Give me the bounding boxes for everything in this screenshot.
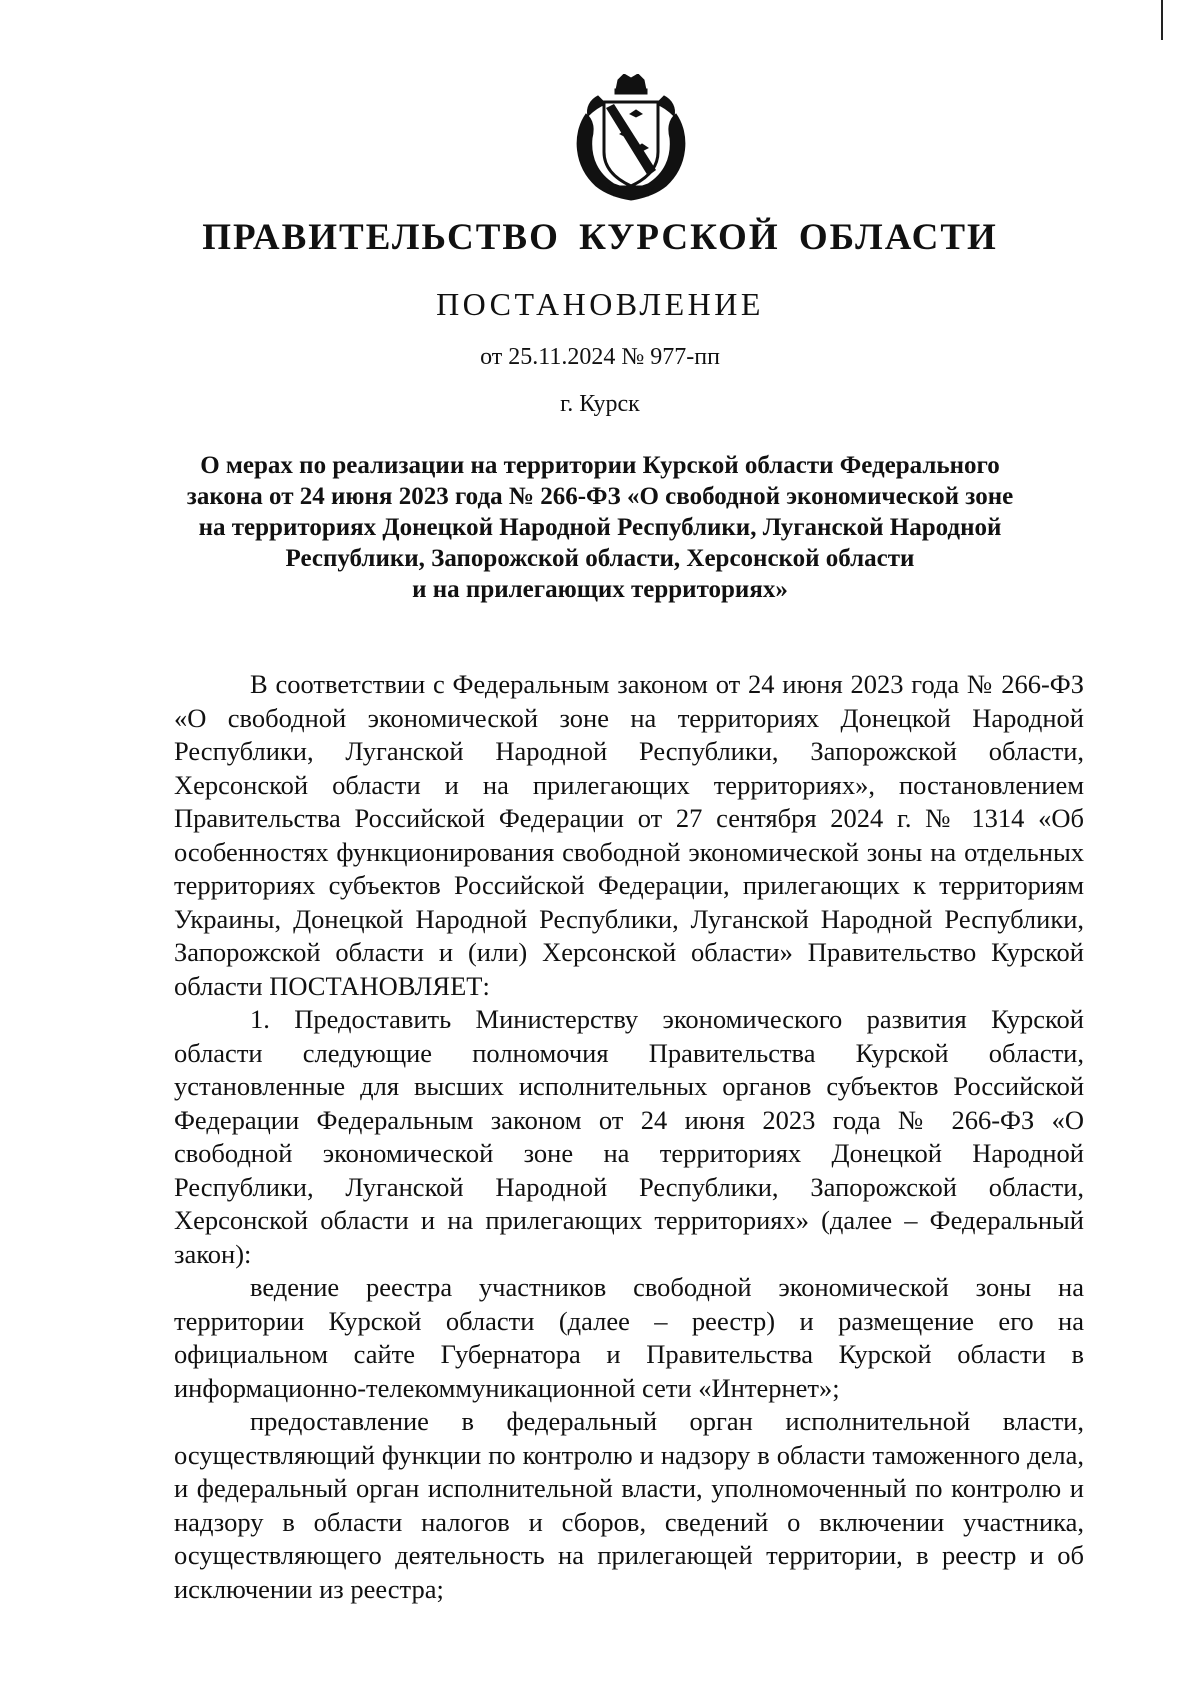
- body-paragraph-registry: ведение реестра участников свободной экономической зоны на территории Курской области (далее – реестр) и размещение его на официальном сайте Губернатора и Правительства Курской области в информационно-телекоммуникационной сети «Интернет»;: [174, 1272, 1084, 1403]
- body-paragraph-item-1: 1. Предоставить Министерству экономического развития Курской области следующие полномочия Правительства Курской области, установленные для высших исполнительных органов субъектов Российской Федерации Федеральным законом от 24 июня 2023 года № 266-ФЗ «О свободной экономической зоне на территориях Донецкой Народной Республики, Луганской Народной Республики, Запорожской области, Херсонской области и на прилегающих территориях» (далее – Федеральный закон):: [174, 1004, 1084, 1269]
- subject-line: на территориях Донецкой Народной Республики, Луганской Народной: [198, 514, 1002, 541]
- organization-title: ПРАВИТЕЛЬСТВО КУРСКОЙ ОБЛАСТИ: [202, 217, 998, 258]
- body-paragraph-preamble: В соответствии с Федеральным законом от 24 июня 2023 года № 266-ФЗ «О свободной экономической зоне на территориях Донецкой Народной Республики, Луганской Народной Республики, Запорожской области, Херсонской области и на прилегающих территориях», постановлением Правительства Российской Федерации от 27 сентября 2024 г. № 1314 «Об особенностях функционирования свободной экономической зоны на отдельных территориях субъектов Российской Федерации, прилегающих к территориям Украины, Донецкой Народной Республики, Луганской Народной Республики, Запорожской области и (или) Херсонской области» Правительство Курской области ПОСТАНОВЛЯЕТ:: [174, 669, 1084, 1001]
- corner-mark: [1160, 0, 1200, 40]
- subject-line: О мерах по реализации на территории Курской области Федерального: [200, 452, 1000, 479]
- coat-of-arms-icon: [568, 74, 694, 202]
- body-paragraph-reporting: предоставление в федеральный орган исполнительной власти, осуществляющий функции по контролю и надзору в области таможенного дела, и федеральный орган исполнительной власти, уполномоченный по контролю и надзору в области налогов и сборов, сведений о включении участника, осуществляющего деятельность на прилегающей территории, в реестр и об исключении из реестра;: [174, 1406, 1084, 1604]
- subject-line: закона от 24 июня 2023 года № 266-ФЗ «О свободной экономической зоне: [186, 483, 1014, 510]
- subject-line: Республики, Запорожской области, Херсонской области: [285, 545, 915, 572]
- subject-line: и на прилегающих территориях»: [412, 576, 788, 603]
- document-subject: [150, 450, 1050, 605]
- document-number: от 25.11.2024 № 977-пп: [480, 344, 720, 370]
- document-body: [174, 668, 1084, 1606]
- document-city: г. Курск: [560, 391, 640, 417]
- document-type: ПОСТАНОВЛЕНИЕ: [436, 286, 764, 322]
